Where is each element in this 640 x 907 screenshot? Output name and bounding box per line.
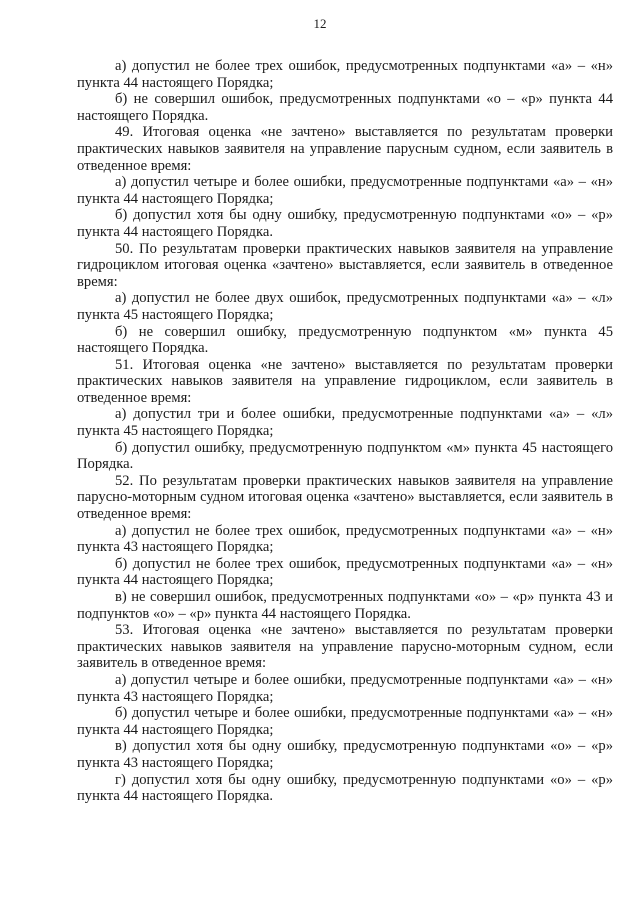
- document-body: [77, 58, 613, 805]
- paragraph-49: 49. Итоговая оценка «не зачтено» выставляется по результатам проверки практических навыков заявителя на управление парусным судном, если заявитель в отведенное время:: [77, 124, 613, 174]
- paragraph-51: 51. Итоговая оценка «не зачтено» выставляется по результатам проверки практических навыков заявителя на управление гидроциклом, если заявитель в отведенное время:: [77, 356, 613, 406]
- paragraph-53-b: б) допустил четыре и более ошибки, предусмотренные подпунктами «а» – «н» пункта 44 настоящего Порядка;: [77, 705, 613, 738]
- paragraph-52-c: в) не совершил ошибок, предусмотренных подпунктами «о» – «р» пункта 43 и подпунктов «о» – «р» пункта 44 настоящего Порядка.: [77, 589, 613, 622]
- paragraph-52: 52. По результатам проверки практических навыков заявителя на управление парусно-моторным судном итоговая оценка «зачтено» выставляется, если заявитель в отведенное время:: [77, 472, 613, 523]
- paragraph-53: 53. Итоговая оценка «не зачтено» выставляется по результатам проверки практических навыков заявителя на управление парусно-моторным судном, если заявитель в отведенное время:: [77, 622, 613, 672]
- paragraph-49-b: б) допустил хотя бы одну ошибку, предусмотренную подпунктами «о» – «р» пункта 44 настоящего Порядка.: [77, 207, 613, 240]
- paragraph-53-c: в) допустил хотя бы одну ошибку, предусмотренную подпунктами «о» – «р» пункта 43 настоящего Порядка;: [77, 738, 613, 771]
- page-number: 12: [313, 16, 327, 31]
- paragraph-52-b: б) допустил не более трех ошибок, предусмотренных подпунктами «а» – «н» пункта 44 настоящего Порядка;: [77, 555, 613, 589]
- paragraph-50: 50. По результатам проверки практических навыков заявителя на управление гидроциклом итоговая оценка «зачтено» выставляется, если заявитель в отведенное время:: [77, 240, 613, 290]
- paragraph-53-a: а) допустил четыре и более ошибки, предусмотренные подпунктами «а» – «н» пункта 43 настоящего Порядка;: [77, 671, 613, 705]
- paragraph-48-a: а) допустил не более трех ошибок, предусмотренных подпунктами «а» – «н» пункта 44 настоящего Порядка;: [77, 58, 613, 91]
- paragraph-50-b: б) не совершил ошибку, предусмотренную подпунктом «м» пункта 45 настоящего Порядка.: [77, 323, 613, 357]
- paragraph-53-d: г) допустил хотя бы одну ошибку, предусмотренную подпунктами «о» – «р» пункта 44 настоящего Порядка.: [77, 771, 613, 805]
- paragraph-51-a: а) допустил три и более ошибки, предусмотренные подпунктами «а» – «л» пункта 45 настоящего Порядка;: [77, 406, 613, 440]
- paragraph-52-a: а) допустил не более трех ошибок, предусмотренных подпунктами «а» – «н» пункта 43 настоящего Порядка;: [77, 522, 613, 556]
- paragraph-50-a: а) допустил не более двух ошибок, предусмотренных подпунктами «а» – «л» пункта 45 настоящего Порядка;: [77, 290, 613, 323]
- paragraph-49-a: а) допустил четыре и более ошибки, предусмотренные подпунктами «а» – «н» пункта 44 настоящего Порядка;: [77, 174, 613, 207]
- paragraph-51-b: б) допустил ошибку, предусмотренную подпунктом «м» пункта 45 настоящего Порядка.: [77, 439, 613, 473]
- paragraph-48-b: б) не совершил ошибок, предусмотренных подпунктами «о – «р» пункта 44 настоящего Порядка.: [77, 91, 613, 124]
